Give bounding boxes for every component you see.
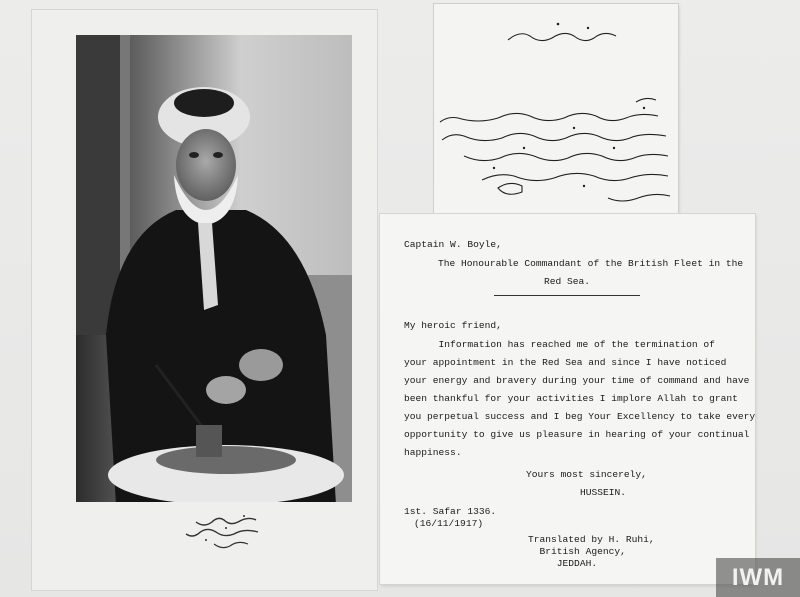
translator-line: JEDDAH. xyxy=(528,558,598,569)
body-line: been thankful for your activities I implore Allah to grant xyxy=(404,393,738,404)
portrait-signature-stamp xyxy=(178,512,264,554)
separator-rule xyxy=(494,295,640,296)
iwm-watermark: IWM xyxy=(716,558,800,597)
translator-line: British Agency, xyxy=(528,546,626,557)
signatory: HUSSEIN. xyxy=(580,487,627,498)
body-line: your appointment in the Red Sea and since I have noticed xyxy=(404,357,727,368)
date-islamic: 1st. Safar 1336. xyxy=(404,506,497,517)
body-line: happiness. xyxy=(404,447,462,458)
body-line: opportunity to give us pleasure in hearing of your continual xyxy=(404,429,750,440)
translator-line: Translated by H. Ruhi, xyxy=(528,534,655,545)
addressee-title-line-1: The Honourable Commandant of the British Fleet in the xyxy=(438,258,744,269)
arabic-original-letter xyxy=(434,4,678,218)
addressee-title-line-2: Red Sea. xyxy=(544,276,591,287)
portrait-photograph xyxy=(76,35,352,502)
body-line: you perpetual success and I beg Your Excellency to take every xyxy=(404,411,756,422)
body-line: Information has reached me of the termination of xyxy=(404,339,715,350)
english-translation-sheet xyxy=(380,214,755,584)
addressee-name: Captain W. Boyle, xyxy=(404,239,502,250)
closing: Yours most sincerely, xyxy=(526,469,647,480)
body-line: your energy and bravery during your time of command and have xyxy=(404,375,750,386)
date-gregorian: (16/11/1917) xyxy=(414,518,484,529)
salutation: My heroic friend, xyxy=(404,320,502,331)
